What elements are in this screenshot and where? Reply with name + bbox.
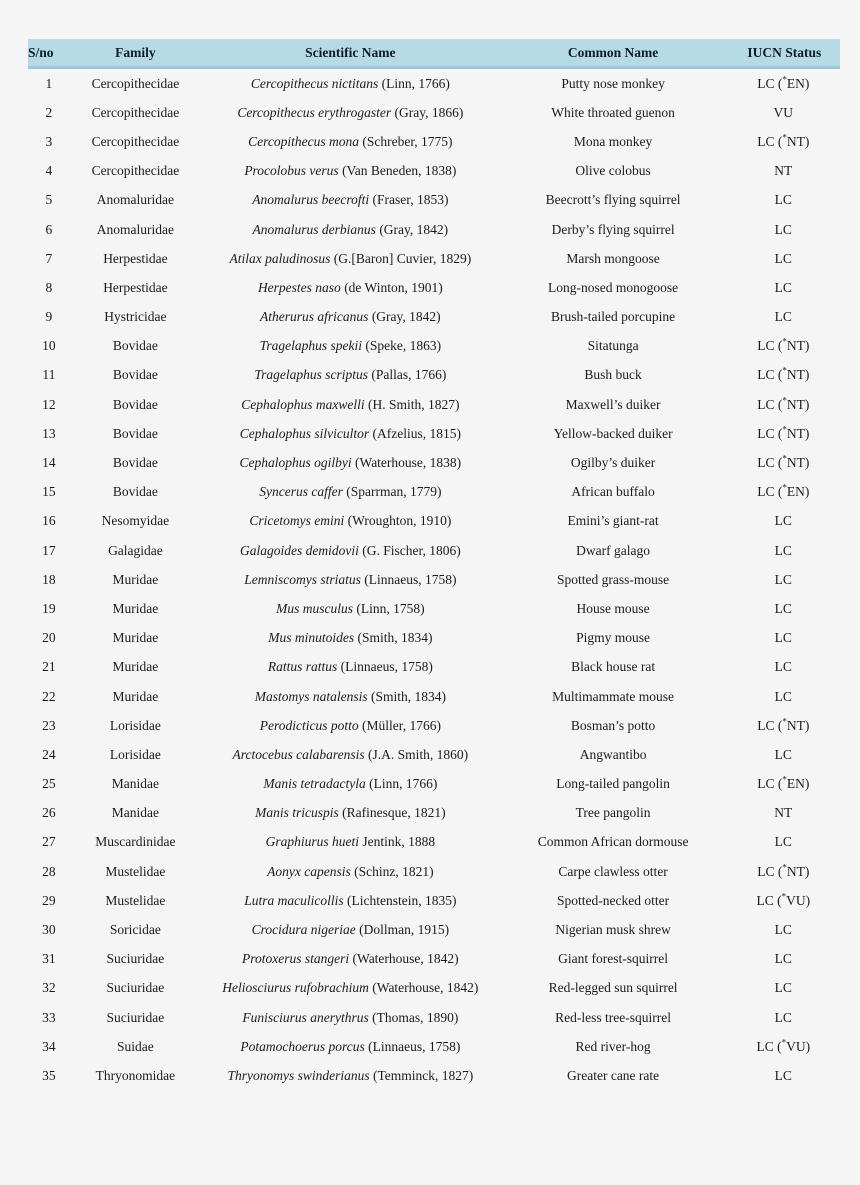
table-row — [28, 98, 840, 127]
col-header-iucn-status: IUCN Status — [727, 39, 840, 68]
table-row — [28, 594, 840, 623]
cell-serial-number: 19 — [42, 600, 56, 616]
cell-family: Cercopithecidae — [91, 133, 180, 149]
cell-common-name: Yellow-backed duiker — [553, 425, 673, 441]
cell-serial-number: 18 — [42, 571, 56, 587]
scientific-name-italic: Atherurus africanus — [260, 309, 369, 325]
cell-common-name: Tree pangolin — [575, 805, 651, 821]
table-row — [28, 273, 840, 302]
cell-common-name: Brush-tailed porcupine — [551, 309, 676, 325]
table-row — [28, 915, 840, 944]
cell-serial-number: 11 — [42, 367, 56, 383]
cell-common-name: Red-less tree-squirrel — [555, 1009, 671, 1025]
cell-serial-number: 20 — [42, 630, 56, 646]
table-row — [28, 68, 840, 99]
cell-scientific-name — [201, 390, 500, 419]
cell-serial-number: 23 — [42, 717, 56, 733]
scientific-name-italic: Cephalophus ogilbyi — [239, 455, 352, 471]
cell-iucn-status: LC — [774, 951, 792, 967]
table-body — [28, 68, 840, 1091]
cell-serial-number: 34 — [42, 1038, 56, 1054]
cell-serial-number: 10 — [42, 338, 56, 354]
scientific-name-authority: (Linn, 1766) — [378, 75, 450, 91]
scientific-name-authority: (J.A. Smith, 1860) — [364, 746, 469, 762]
cell-serial-number: 6 — [45, 221, 53, 237]
table-row — [28, 565, 840, 594]
table-row — [28, 886, 840, 915]
cell-common-name: Common African dormouse — [537, 834, 689, 850]
table-row — [28, 945, 840, 974]
cell-serial-number: 33 — [42, 1009, 56, 1025]
col-header-scientific-name: Scientific Name — [201, 39, 500, 68]
cell-serial-number: 29 — [42, 892, 56, 908]
cell-iucn-status: LC (*NT) — [757, 132, 810, 149]
cell-serial-number: 3 — [45, 133, 53, 149]
scientific-name-authority: (Van Beneden, 1838) — [338, 163, 457, 179]
scientific-name-authority: (Gray, 1842) — [368, 309, 441, 325]
cell-iucn-status: LC (*VU) — [756, 891, 811, 908]
cell-common-name: Red river-hog — [575, 1038, 651, 1054]
cell-family: Bovidae — [112, 455, 158, 471]
cell-scientific-name — [201, 1032, 500, 1061]
cell-family: Muscardinidae — [95, 834, 176, 850]
cell-iucn-status: LC (*VU) — [756, 1037, 811, 1054]
table-row — [28, 799, 840, 828]
cell-serial-number: 21 — [42, 659, 56, 675]
scientific-name-italic: Heliosciurus rufobrachium — [222, 980, 369, 996]
scientific-name-authority: (Waterhouse, 1842) — [349, 951, 459, 967]
table-header — [28, 39, 840, 68]
table-row — [28, 390, 840, 419]
cell-common-name: Multimammate mouse — [552, 688, 675, 704]
cell-iucn-status: LC — [774, 746, 792, 762]
cell-family: Muridae — [112, 630, 159, 646]
scientific-name-authority: (Dollman, 1915) — [355, 922, 450, 938]
scientific-name-italic: Cercopithecus erythrogaster — [237, 104, 392, 120]
cell-family: Bovidae — [112, 425, 158, 441]
table-row — [28, 1003, 840, 1032]
scientific-name-italic: Lutra maculicollis — [244, 892, 344, 908]
table-row — [28, 332, 840, 361]
cell-scientific-name — [201, 273, 500, 302]
scientific-name-italic: Perodicticus potto — [259, 717, 359, 733]
table-row — [28, 740, 840, 769]
cell-scientific-name — [201, 215, 500, 244]
cell-scientific-name — [201, 886, 500, 915]
scientific-name-italic: Thryonomys swinderianus — [227, 1067, 370, 1083]
col-header-common-name: Common Name — [500, 39, 727, 68]
cell-common-name: Bosman’s potto — [570, 717, 656, 733]
cell-iucn-status: LC — [774, 542, 792, 558]
cell-serial-number: 25 — [42, 776, 56, 792]
scientific-name-italic: Potamochoerus porcus — [240, 1038, 365, 1054]
cell-iucn-status: LC (*EN) — [757, 74, 810, 91]
cell-serial-number: 28 — [42, 863, 56, 879]
cell-scientific-name — [201, 1061, 500, 1090]
scientific-name-italic: Tragelaphus scriptus — [254, 367, 368, 383]
cell-common-name: Beecrott’s flying squirrel — [545, 192, 681, 208]
cell-scientific-name — [201, 565, 500, 594]
scientific-name-authority: (G.[Baron] Cuvier, 1829) — [330, 250, 472, 266]
cell-family: Bovidae — [112, 484, 158, 500]
table-row — [28, 507, 840, 536]
cell-common-name: Long-nosed monogoose — [548, 279, 679, 295]
scientific-name-authority: (Linn, 1766) — [365, 776, 438, 792]
cell-serial-number: 17 — [42, 542, 56, 558]
cell-common-name: Sitatunga — [587, 338, 639, 354]
cell-scientific-name — [201, 682, 500, 711]
cell-iucn-status: LC — [774, 1009, 792, 1025]
cell-family: Nesomyidae — [101, 513, 170, 529]
scientific-name-italic: Manis tetradactyla — [263, 776, 366, 792]
cell-family: Bovidae — [112, 396, 158, 412]
cell-scientific-name — [201, 303, 500, 332]
scientific-name-italic: Protoxerus stangeri — [242, 951, 350, 967]
scientific-name-italic: Cercopithecus nictitans — [250, 75, 379, 91]
scientific-name-italic: Mus minutoides — [268, 630, 355, 646]
cell-scientific-name — [201, 711, 500, 740]
cell-serial-number: 31 — [42, 951, 56, 967]
cell-iucn-status: LC — [774, 834, 792, 850]
cell-scientific-name — [201, 770, 500, 799]
cell-common-name: Spotted grass-mouse — [557, 571, 670, 587]
table-row — [28, 186, 840, 215]
scientific-name-authority: (Sparrman, 1779) — [342, 484, 442, 500]
cell-common-name: House mouse — [576, 600, 650, 616]
scientific-name-italic: Arctocebus calabarensis — [232, 746, 365, 762]
cell-iucn-status: LC — [774, 630, 792, 646]
cell-scientific-name — [201, 1003, 500, 1032]
cell-scientific-name — [201, 857, 500, 886]
table-row — [28, 244, 840, 273]
scientific-name-italic: Herpestes naso — [257, 279, 341, 295]
table-row — [28, 478, 840, 507]
cell-serial-number: 9 — [45, 309, 53, 325]
scientific-name-authority: (Rafinesque, 1821) — [338, 805, 446, 821]
scientific-name-italic: Tragelaphus spekii — [259, 338, 362, 354]
cell-serial-number: 27 — [42, 834, 56, 850]
scientific-name-italic: Graphiurus hueti — [265, 834, 359, 850]
cell-scientific-name — [201, 127, 500, 156]
cell-iucn-status: LC (*EN) — [757, 774, 810, 792]
scientific-name-italic: Funisciurus anerythrus — [242, 1009, 369, 1025]
scientific-name-italic: Anomalurus beecrofti — [252, 192, 370, 208]
cell-family: Suciuridae — [106, 1009, 165, 1025]
scientific-name-authority: (Lichtenstein, 1835) — [343, 892, 457, 908]
cell-family: Bovidae — [112, 338, 158, 354]
cell-iucn-status: LC — [774, 688, 792, 704]
scientific-name-italic: Mastomys natalensis — [254, 688, 368, 704]
cell-common-name: Pigmy mouse — [576, 630, 651, 646]
cell-family: Cercopithecidae — [91, 163, 180, 179]
cell-common-name: Greater cane rate — [566, 1067, 660, 1083]
cell-iucn-status: LC (*NT) — [757, 395, 810, 412]
table-row — [28, 624, 840, 653]
cell-iucn-status: LC — [774, 659, 792, 675]
col-header-family: Family — [70, 39, 201, 68]
cell-family: Anomaluridae — [96, 221, 175, 237]
scientific-name-authority: (Schreber, 1775) — [359, 133, 453, 149]
cell-iucn-status: LC (*EN) — [757, 482, 810, 500]
cell-iucn-status: LC — [774, 309, 792, 325]
cell-family: Cercopithecidae — [91, 75, 180, 91]
cell-scientific-name — [201, 594, 500, 623]
cell-iucn-status: LC — [774, 980, 792, 996]
species-table — [28, 39, 840, 1091]
cell-common-name: Maxwell’s duiker — [565, 396, 661, 412]
cell-common-name: Emini’s giant-rat — [567, 513, 659, 529]
table-row — [28, 536, 840, 565]
cell-family: Suidae — [117, 1038, 154, 1054]
scientific-name-authority: (Smith, 1834) — [367, 688, 446, 704]
cell-family: Mustelidae — [105, 863, 166, 879]
cell-family: Bovidae — [112, 367, 158, 383]
cell-common-name: Ogilby’s duiker — [570, 455, 656, 471]
cell-serial-number: 8 — [45, 279, 53, 295]
cell-common-name: Red-legged sun squirrel — [548, 980, 678, 996]
cell-scientific-name — [201, 244, 500, 273]
cell-common-name: African buffalo — [571, 484, 655, 500]
cell-serial-number: 30 — [42, 922, 56, 938]
cell-common-name: Olive colobus — [575, 163, 651, 179]
table-row — [28, 974, 840, 1003]
cell-family: Cercopithecidae — [91, 104, 180, 120]
table-row — [28, 1061, 840, 1090]
cell-iucn-status: LC (*NT) — [757, 424, 810, 441]
cell-scientific-name — [201, 915, 500, 944]
scientific-name-italic: Procolobus verus — [244, 163, 339, 179]
cell-family: Soricidae — [109, 922, 161, 938]
header-row — [28, 39, 840, 68]
cell-serial-number: 7 — [45, 250, 53, 266]
cell-scientific-name — [201, 740, 500, 769]
cell-common-name: Giant forest-squirrel — [558, 951, 668, 967]
scientific-name-authority: (Pallas, 1766) — [368, 367, 447, 383]
scientific-name-authority: (Linnaeus, 1758) — [337, 659, 433, 675]
cell-family: Muridae — [112, 600, 159, 616]
cell-common-name: Bush buck — [584, 367, 642, 383]
cell-iucn-status: LC — [774, 221, 792, 237]
table-row — [28, 828, 840, 857]
cell-serial-number: 4 — [45, 163, 53, 179]
cell-scientific-name — [201, 653, 500, 682]
table-row — [28, 857, 840, 886]
scientific-name-italic: Crocidura nigeriae — [251, 922, 356, 938]
cell-common-name: Black house rat — [571, 659, 656, 675]
cell-iucn-status: LC (*NT) — [757, 453, 810, 471]
scientific-name-authority: (Linnaeus, 1758) — [364, 1038, 461, 1054]
scientific-name-authority: (Schinz, 1821) — [350, 863, 434, 879]
cell-iucn-status: LC — [774, 513, 792, 529]
scientific-name-authority: (G. Fischer, 1806) — [358, 542, 461, 558]
cell-family: Lorisidae — [109, 717, 161, 733]
table-row — [28, 711, 840, 740]
cell-common-name: Carpe clawless otter — [558, 863, 668, 879]
cell-common-name: Marsh mongoose — [566, 250, 660, 266]
scientific-name-authority: (Linn, 1758) — [352, 600, 425, 616]
scientific-name-authority: (H. Smith, 1827) — [364, 396, 460, 412]
cell-iucn-status: LC — [774, 571, 792, 587]
scientific-name-authority: (Smith, 1834) — [354, 630, 433, 646]
table-row — [28, 303, 840, 332]
cell-iucn-status: LC — [774, 922, 792, 938]
cell-family: Suciuridae — [106, 980, 165, 996]
scientific-name-italic: Cercopithecus mona — [248, 133, 359, 149]
scientific-name-authority: (Thomas, 1890) — [368, 1009, 459, 1025]
cell-common-name: Nigerian musk shrew — [555, 922, 671, 938]
cell-scientific-name — [201, 332, 500, 361]
cell-scientific-name — [201, 68, 500, 99]
scientific-name-authority: Jentink, 1888 — [358, 834, 436, 850]
scientific-name-authority: (Speke, 1863) — [362, 338, 442, 354]
table-row — [28, 448, 840, 477]
cell-scientific-name — [201, 828, 500, 857]
cell-serial-number: 12 — [42, 396, 56, 412]
cell-scientific-name — [201, 799, 500, 828]
scientific-name-authority: (Gray, 1842) — [375, 221, 449, 237]
scientific-name-italic: Galagoides demidovii — [240, 542, 359, 558]
cell-iucn-status: LC — [774, 279, 792, 295]
cell-serial-number: 32 — [42, 980, 56, 996]
scientific-name-authority: (Linnaeus, 1758) — [360, 571, 457, 587]
scientific-name-authority: (Waterhouse, 1842) — [368, 980, 479, 996]
species-table-container — [28, 39, 840, 1091]
scientific-name-italic: Atilax paludinosus — [229, 250, 331, 266]
table-row — [28, 682, 840, 711]
cell-family: Muridae — [112, 571, 159, 587]
col-header-sno: S/no — [28, 39, 70, 68]
cell-scientific-name — [201, 507, 500, 536]
cell-common-name: Long-tailed pangolin — [556, 776, 670, 792]
cell-iucn-status: LC — [774, 1067, 792, 1083]
cell-common-name: Mona monkey — [573, 133, 653, 149]
scientific-name-italic: Cricetomys emini — [249, 513, 345, 529]
cell-scientific-name — [201, 419, 500, 448]
cell-scientific-name — [201, 974, 500, 1003]
cell-family: Manidae — [111, 776, 160, 792]
scientific-name-authority: (Temminck, 1827) — [369, 1067, 474, 1083]
cell-serial-number: 35 — [42, 1067, 56, 1083]
scientific-name-italic: Cephalophus maxwelli — [241, 396, 365, 412]
table-row — [28, 361, 840, 390]
cell-family: Manidae — [111, 805, 160, 821]
cell-serial-number: 26 — [42, 805, 56, 821]
cell-family: Galagidae — [108, 542, 163, 558]
cell-family: Muridae — [112, 688, 159, 704]
cell-scientific-name — [201, 536, 500, 565]
cell-iucn-status: LC (*NT) — [757, 365, 810, 383]
cell-family: Thryonomidae — [95, 1067, 176, 1083]
cell-iucn-status: LC (*NT) — [757, 336, 810, 354]
cell-serial-number: 14 — [42, 455, 56, 471]
cell-iucn-status: NT — [774, 163, 793, 179]
scientific-name-authority: (Fraser, 1853) — [369, 192, 449, 208]
cell-family: Mustelidae — [105, 892, 166, 908]
table-row — [28, 215, 840, 244]
cell-serial-number: 16 — [42, 513, 56, 529]
cell-iucn-status: LC — [774, 250, 792, 266]
cell-common-name: Putty nose monkey — [561, 75, 665, 91]
cell-scientific-name — [201, 478, 500, 507]
cell-family: Anomaluridae — [96, 192, 175, 208]
cell-scientific-name — [201, 945, 500, 974]
cell-iucn-status: LC (*NT) — [757, 716, 810, 733]
cell-family: Hystricidae — [104, 309, 167, 325]
cell-iucn-status: NT — [774, 805, 793, 821]
cell-iucn-status: LC — [774, 600, 792, 616]
scientific-name-italic: Manis tricuspis — [255, 805, 339, 821]
cell-scientific-name — [201, 98, 500, 127]
cell-family: Herpestidae — [103, 250, 168, 266]
cell-serial-number: 15 — [42, 484, 56, 500]
cell-serial-number: 13 — [42, 425, 56, 441]
cell-common-name: Angwantibo — [579, 746, 647, 762]
scientific-name-italic: Anomalurus derbianus — [252, 221, 376, 237]
scientific-name-authority: (Müller, 1766) — [358, 717, 441, 733]
cell-iucn-status: LC — [774, 192, 792, 208]
cell-serial-number: 22 — [42, 688, 56, 704]
cell-common-name: Derby’s flying squirrel — [551, 221, 675, 237]
cell-scientific-name — [201, 624, 500, 653]
table-row — [28, 419, 840, 448]
cell-common-name: Dwarf galago — [576, 542, 650, 558]
cell-iucn-status: VU — [773, 104, 794, 120]
scientific-name-italic: Aonyx capensis — [267, 863, 351, 879]
scientific-name-italic: Lemniscomys striatus — [244, 571, 361, 587]
scientific-name-italic: Rattus rattus — [267, 659, 338, 675]
cell-scientific-name — [201, 361, 500, 390]
cell-serial-number: 2 — [45, 104, 53, 120]
cell-serial-number: 1 — [45, 75, 53, 91]
table-row — [28, 127, 840, 156]
cell-serial-number: 5 — [45, 192, 53, 208]
cell-family: Herpestidae — [103, 279, 168, 295]
scientific-name-authority: (Gray, 1866) — [391, 104, 464, 120]
cell-family: Muridae — [112, 659, 159, 675]
cell-scientific-name — [201, 448, 500, 477]
table-row — [28, 653, 840, 682]
table-row — [28, 1032, 840, 1061]
table-row — [28, 157, 840, 186]
cell-common-name: White throated guenon — [551, 104, 675, 120]
scientific-name-authority: (Afzelius, 1815) — [369, 425, 461, 441]
cell-family: Suciuridae — [106, 951, 165, 967]
cell-common-name: Spotted-necked otter — [557, 892, 670, 908]
scientific-name-italic: Cephalophus silvicultor — [239, 425, 370, 441]
cell-iucn-status: LC (*NT) — [757, 862, 810, 879]
scientific-name-italic: Syncerus caffer — [259, 484, 343, 500]
scientific-name-italic: Mus musculus — [276, 600, 353, 616]
scientific-name-authority: (de Winton, 1901) — [340, 279, 443, 295]
cell-scientific-name — [201, 186, 500, 215]
cell-family: Lorisidae — [109, 746, 161, 762]
table-row — [28, 770, 840, 799]
scientific-name-authority: (Wroughton, 1910) — [344, 513, 452, 529]
scientific-name-authority: (Waterhouse, 1838) — [351, 455, 462, 471]
cell-scientific-name — [201, 157, 500, 186]
cell-serial-number: 24 — [42, 746, 56, 762]
